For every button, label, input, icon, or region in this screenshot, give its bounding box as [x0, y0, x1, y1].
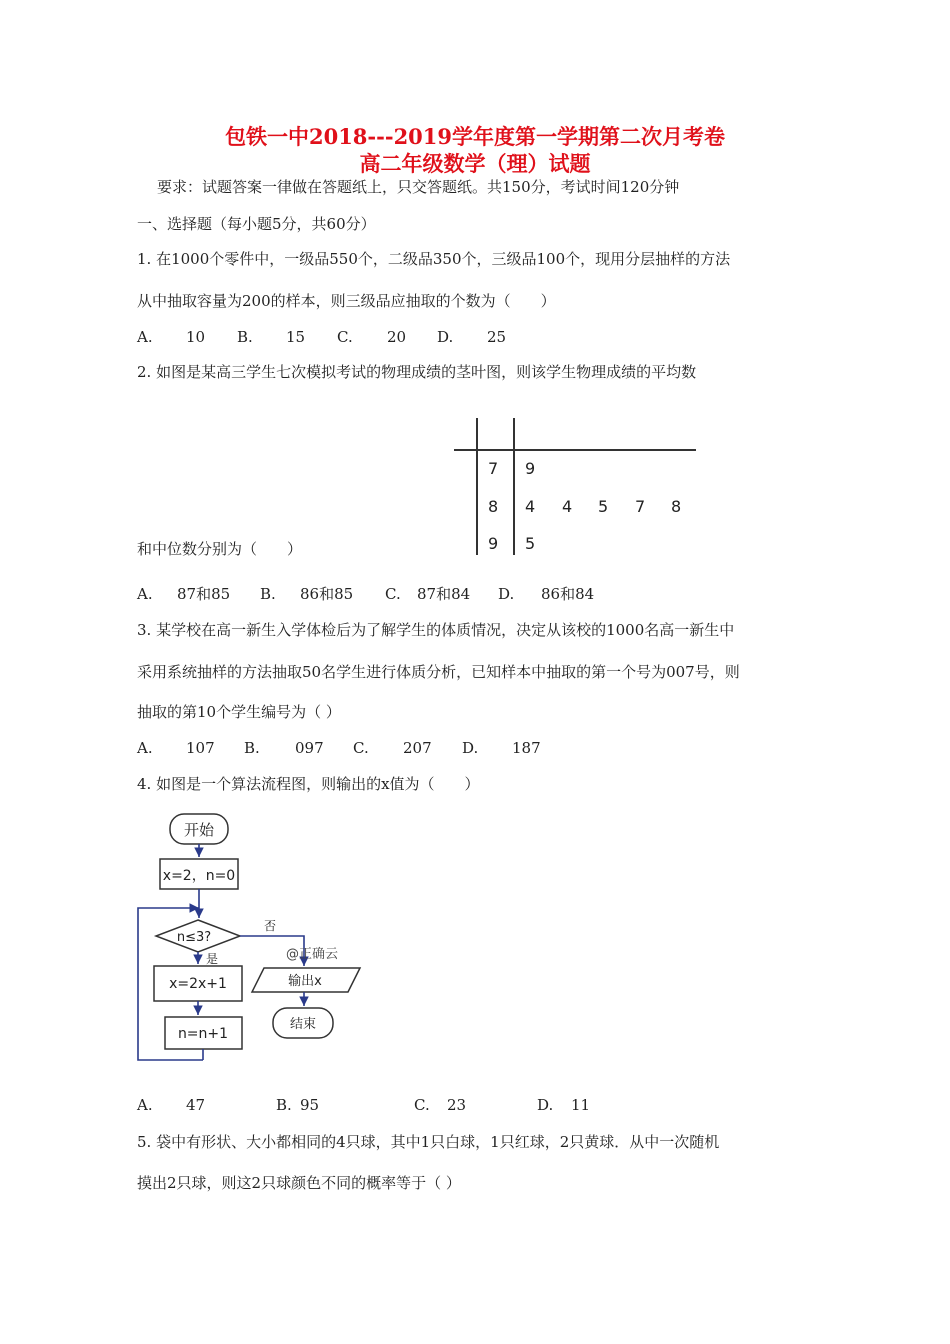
question-5-line2: 摸出2只球，则这2只球颜色不同的概率等于（ ） — [137, 1174, 461, 1192]
section-title: 一、选择题（每小题5分，共60分） — [137, 215, 376, 233]
question-3-line3: 抽取的第10个学生编号为（ ） — [137, 703, 341, 721]
q1-option-d-value: 25 — [487, 328, 507, 346]
q1-option-d-label: D. — [437, 328, 454, 346]
leaf-8-4: 7 — [635, 497, 646, 516]
q4-option-c-label: C. — [414, 1096, 430, 1114]
question-3-line1: 3. 某学校在高一新生入学体检后为了解学生的体质情况，决定从该校的1000名高一新生中 — [137, 621, 735, 639]
question-4-line1: 4. 如图是一个算法流程图，则输出的x值为（ ） — [137, 775, 480, 793]
flowchart-watermark: @正确云 — [286, 947, 339, 962]
q3-option-a-label: A. — [137, 739, 153, 757]
q1-option-b-label: B. — [237, 328, 253, 346]
leaf-9-1: 5 — [525, 534, 536, 553]
q4-option-c-value: 23 — [447, 1096, 467, 1114]
q3-option-c-value: 207 — [403, 739, 432, 757]
q2-option-d-label: D. — [498, 585, 515, 603]
q4-option-d-label: D. — [537, 1096, 554, 1114]
flowchart-no-label: 否 — [264, 919, 277, 933]
leaf-8-5: 8 — [671, 497, 682, 516]
q2-option-d-value: 86和84 — [541, 585, 595, 603]
q2-option-a-value: 87和85 — [177, 585, 231, 603]
q2-option-c-label: C. — [385, 585, 401, 603]
exam-requirements: 要求：试题答案一律做在答题纸上，只交答题纸。共150分，考试时间120分钟 — [157, 178, 680, 196]
exam-title-line1: 包铁一中2018---2019学年度第一学期第二次月考卷 — [224, 124, 726, 149]
q1-option-a-value: 10 — [186, 328, 206, 346]
q2-option-a-label: A. — [137, 585, 153, 603]
q4-option-a-label: A. — [137, 1096, 153, 1114]
flowchart-step2-label: n=n+1 — [177, 1026, 229, 1042]
q3-option-d-value: 187 — [512, 739, 541, 757]
flowchart-start-label: 开始 — [183, 821, 215, 839]
exam-title-line2: 高二年级数学（理）试题 — [359, 151, 591, 176]
q4-option-b-label: B. — [276, 1096, 292, 1114]
q3-option-c-label: C. — [353, 739, 369, 757]
q3-option-b-value: 097 — [295, 739, 324, 757]
question-2-line2: 和中位数分别为（ ） — [137, 540, 303, 558]
leaf-8-3: 5 — [598, 497, 609, 516]
flowchart-step1-label: x=2x+1 — [169, 976, 227, 992]
q4-option-a-value: 47 — [186, 1096, 206, 1114]
q2-option-b-label: B. — [260, 585, 276, 603]
flowchart-init-label: x=2，n=0 — [162, 868, 236, 884]
flowchart-condition-label: n≤3? — [176, 930, 212, 945]
question-1-line2: 从中抽取容量为200的样本，则三级品应抽取的个数为（ ） — [137, 292, 556, 310]
q1-option-a-label: A. — [137, 328, 153, 346]
q1-option-c-label: C. — [337, 328, 353, 346]
stem-7: 7 — [488, 459, 499, 478]
flowchart-end-label: 结束 — [289, 1017, 317, 1032]
q3-option-a-value: 107 — [186, 739, 215, 757]
leaf-8-1: 4 — [525, 497, 536, 516]
stem-9: 9 — [488, 534, 499, 553]
stem-8: 8 — [488, 497, 499, 516]
leaf-7-1: 9 — [525, 459, 536, 478]
q3-option-b-label: B. — [244, 739, 260, 757]
question-5-line1: 5. 袋中有形状、大小都相同的4只球，其中1只白球，1只红球，2只黄球．从中一次随机 — [137, 1133, 720, 1151]
q4-option-b-value: 95 — [300, 1096, 320, 1114]
flowchart-yes-label: 是 — [206, 952, 219, 966]
q1-option-c-value: 20 — [387, 328, 407, 346]
flowchart-output-label: 输出x — [288, 974, 322, 989]
leaf-8-2: 4 — [562, 497, 573, 516]
q4-option-d-value: 11 — [571, 1096, 591, 1114]
question-1-line1: 1. 在1000个零件中，一级品550个，二级品350个，三级品100个，现用分层抽样的方法 — [137, 250, 731, 268]
question-3-line2: 采用系统抽样的方法抽取50名学生进行体质分析，已知样本中抽取的第一个号为007号，则 — [137, 663, 740, 681]
question-2-line1: 2. 如图是某高三学生七次模拟考试的物理成绩的茎叶图，则该学生物理成绩的平均数 — [137, 363, 697, 381]
q3-option-d-label: D. — [462, 739, 479, 757]
q2-option-b-value: 86和85 — [300, 585, 354, 603]
q2-option-c-value: 87和84 — [417, 585, 471, 603]
q1-option-b-value: 15 — [286, 328, 306, 346]
